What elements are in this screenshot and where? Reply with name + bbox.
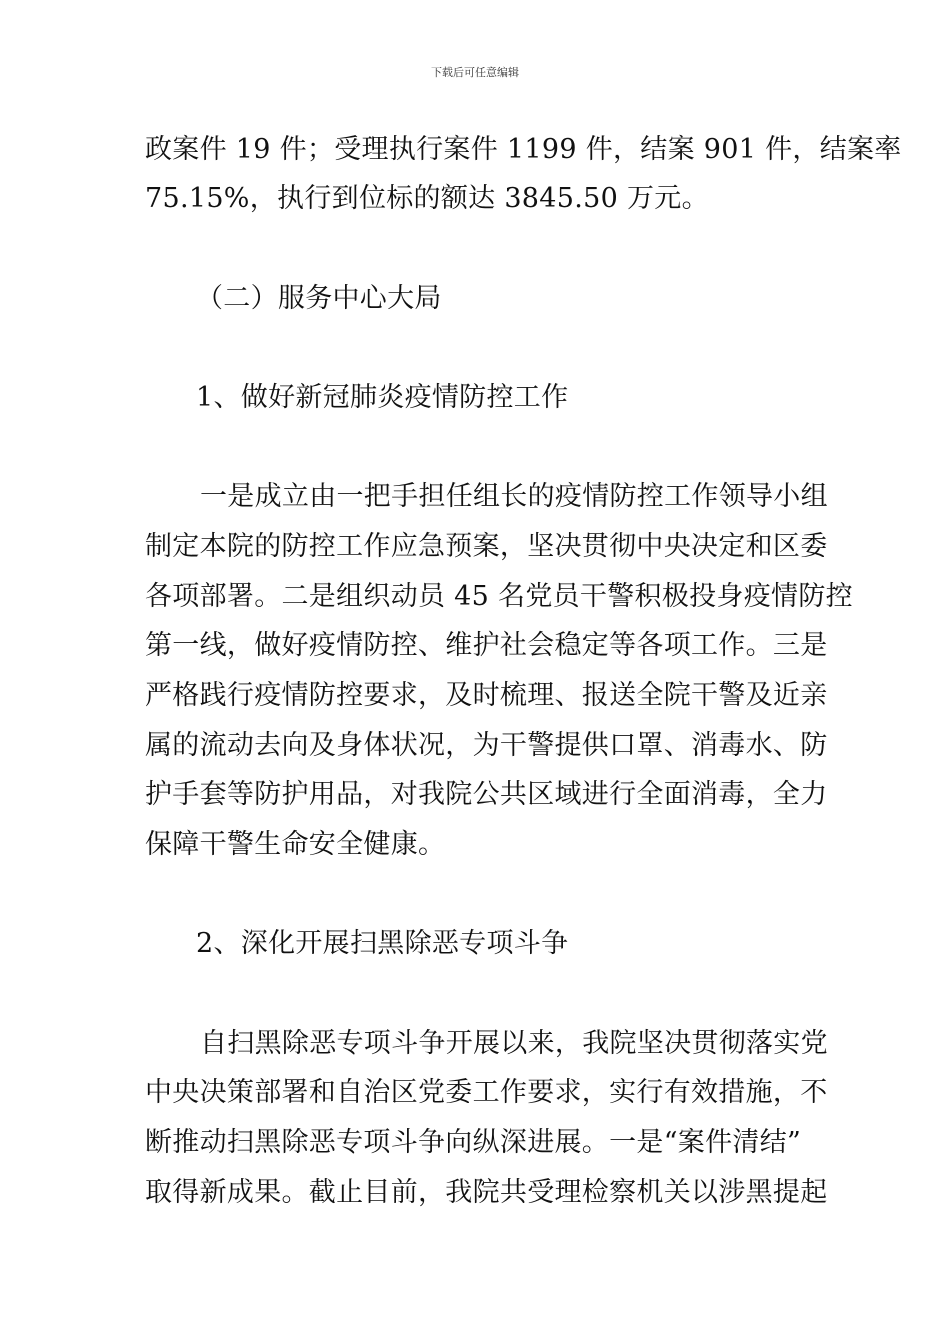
para1-line-2: 制定本院的防控工作应急预案，坚决贯彻中央决定和区委 (145, 531, 828, 562)
para1-line-4: 第一线，做好疫情防控、维护社会稳定等各项工作。三是 (145, 630, 828, 661)
para2-line-4: 取得新成果。截止目前，我院共受理检察机关以涉黑提起 (145, 1177, 828, 1208)
para1-line-5: 严格践行疫情防控要求，及时梳理、报送全院干警及近亲 (145, 680, 828, 711)
para1-line-7: 护手套等防护用品，对我院公共区域进行全面消毒，全力 (145, 779, 828, 810)
para2-line-1: 自扫黑除恶专项斗争开展以来，我院坚决贯彻落实党 (200, 1028, 828, 1059)
para1-line-3: 各项部署。二是组织动员 45 名党员干警积极投身疫情防控 (145, 581, 853, 612)
section-heading: （二）服务中心大局 (196, 283, 442, 314)
page-header-note: 下载后可任意编辑 (431, 66, 519, 79)
para1-line-8: 保障干警生命安全健康。 (145, 829, 446, 860)
para1-line-6: 属的流动去向及身体状况，为干警提供口罩、消毒水、防 (145, 730, 828, 761)
para2-line-3: 断推动扫黑除恶专项斗争向纵深进展。一是“案件清结” (145, 1127, 802, 1158)
subheading-2: 2、深化开展扫黑除恶专项斗争 (196, 928, 569, 959)
para1-line-1: 一是成立由一把手担任组长的疫情防控工作领导小组 (200, 481, 828, 512)
subheading-1: 1、做好新冠肺炎疫情防控工作 (196, 382, 569, 413)
intro-line-1: 政案件 19 件；受理执行案件 1199 件，结案 901 件，结案率 (145, 134, 902, 165)
para2-line-2: 中央决策部署和自治区党委工作要求，实行有效措施，不 (145, 1077, 828, 1108)
intro-line-2: 75.15%，执行到位标的额达 3845.50 万元。 (145, 183, 709, 214)
